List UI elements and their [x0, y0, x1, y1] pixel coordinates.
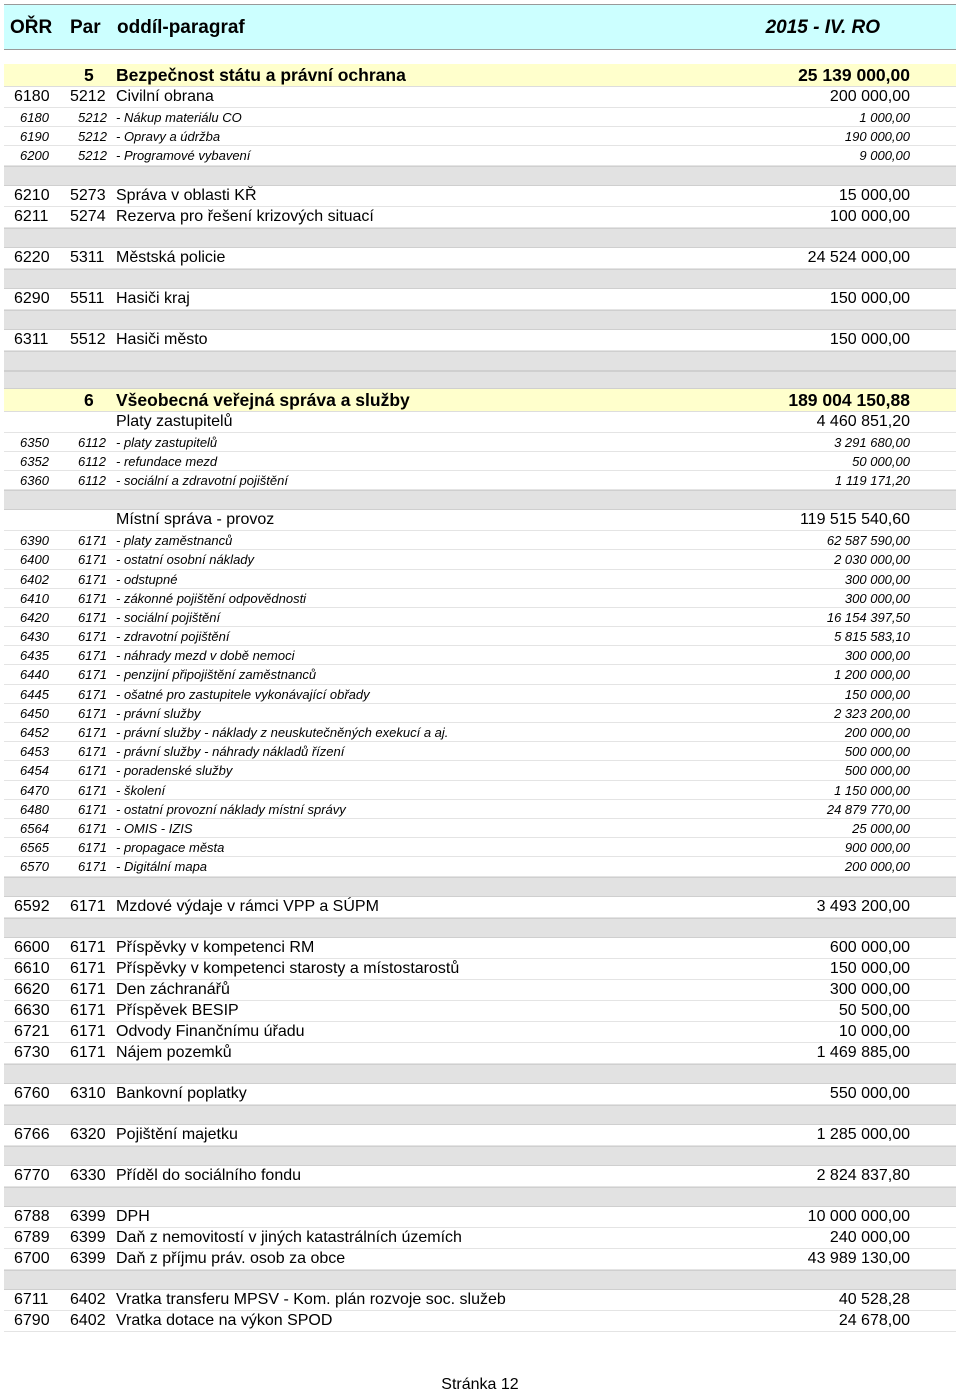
table-body	[4, 64, 956, 1332]
item-label: Civilní obrana	[116, 88, 214, 105]
amount: 100 000,00	[829, 207, 910, 225]
item-label: Nájem pozemků	[116, 1043, 232, 1061]
par-code: 6171	[70, 959, 106, 977]
detail-row	[4, 781, 956, 800]
detail-row	[4, 589, 956, 608]
header-oddil-paragraf: oddíl-paragraf	[117, 17, 245, 38]
par-code: 5212	[70, 88, 106, 105]
amount: 43 989 130,00	[807, 1249, 910, 1267]
table-row	[4, 980, 956, 1001]
item-label: Bankovní poplatky	[116, 1084, 247, 1102]
detail-row	[4, 761, 956, 780]
orr-code: 6352	[20, 453, 49, 469]
detail-row	[4, 550, 956, 569]
detail-row	[4, 819, 956, 838]
table-row	[4, 87, 956, 108]
amount: 1 000,00	[859, 110, 910, 125]
par-code: 6171	[78, 571, 107, 587]
amount: 119 515 540,60	[799, 511, 910, 529]
amount: 200 000,00	[844, 725, 910, 740]
item-label: - OMIS - IZIS	[116, 820, 193, 836]
amount: 1 150 000,00	[834, 782, 910, 798]
amount: 16 154 397,50	[826, 609, 910, 625]
amount: 300 000,00	[844, 648, 910, 664]
page-number: Stránka 12	[441, 1376, 519, 1393]
amount: 240 000,00	[829, 1228, 910, 1246]
table-header	[4, 4, 956, 50]
item-label: Městská policie	[116, 248, 226, 266]
par-code: 6171	[70, 938, 106, 956]
item-label: Hasiči město	[116, 330, 208, 348]
par-code: 6171	[78, 705, 107, 721]
par-code: 6171	[70, 1001, 106, 1019]
orr-code: 6210	[14, 186, 50, 204]
par-code: 6171	[78, 590, 107, 606]
amount: 900 000,00	[844, 840, 910, 856]
item-label: - ostatní provozní náklady místní správy	[116, 801, 346, 817]
orr-code: 6700	[14, 1249, 50, 1267]
par-code: 6171	[78, 744, 107, 760]
item-label: - poradenské služby	[116, 763, 233, 779]
detail-row	[4, 108, 956, 127]
item-label: - právní služby	[116, 705, 201, 721]
amount: 150 000,00	[844, 686, 910, 702]
spacer-row	[4, 166, 956, 186]
par-code: 6402	[70, 1311, 106, 1329]
par-code: 5512	[70, 330, 106, 348]
table-row	[4, 1084, 956, 1105]
spacer-row	[4, 918, 956, 938]
orr-code: 6350	[20, 434, 49, 450]
par-code: 6171	[78, 725, 107, 740]
amount: 300 000,00	[844, 571, 910, 587]
orr-code: 6290	[14, 289, 50, 307]
detail-row	[4, 433, 956, 452]
par-code: 5	[84, 65, 94, 85]
orr-code: 6766	[14, 1125, 50, 1143]
item-label: Den záchranářů	[116, 980, 230, 998]
detail-row	[4, 723, 956, 742]
orr-code: 6390	[20, 533, 49, 549]
par-code: 6171	[78, 629, 107, 645]
orr-code: 6790	[14, 1311, 50, 1329]
orr-code: 6360	[20, 472, 49, 488]
item-label: Příspěvek BESIP	[116, 1001, 239, 1019]
orr-code: 6760	[14, 1084, 50, 1102]
item-label: Odvody Finančnímu úřadu	[116, 1022, 305, 1040]
amount: 1 469 885,00	[816, 1043, 910, 1061]
table-row	[4, 289, 956, 310]
item-label: - Opravy a údržba	[116, 129, 221, 145]
orr-code: 6430	[20, 629, 49, 645]
amount: 9 000,00	[859, 148, 910, 164]
orr-code: 6211	[14, 207, 49, 225]
amount: 1 285 000,00	[816, 1125, 910, 1143]
orr-code: 6440	[20, 667, 49, 683]
orr-code: 6721	[14, 1022, 50, 1040]
par-code: 6402	[70, 1290, 106, 1308]
item-label: Platy zastupitelů	[116, 412, 233, 430]
orr-code: 6190	[20, 129, 49, 145]
item-label: - ostatní osobní náklady	[116, 552, 255, 568]
item-label: - platy zaměstnanců	[116, 533, 233, 549]
table-row	[4, 897, 956, 918]
item-label: - školení	[116, 782, 166, 798]
detail-row	[4, 646, 956, 665]
item-label: Vratka transferu MPSV - Kom. plán rozvoje soc. služeb	[116, 1290, 506, 1308]
orr-code: 6730	[14, 1043, 50, 1061]
amount: 1 119 171,20	[835, 472, 910, 488]
table-row	[4, 1166, 956, 1187]
par-code: 6330	[70, 1166, 106, 1184]
orr-code: 6200	[20, 148, 49, 164]
item-label: - náhrady mezd v době nemoci	[116, 648, 295, 664]
par-code: 5212	[78, 148, 107, 164]
amount: 10 000,00	[838, 1022, 910, 1040]
amount: 24 879 770,00	[826, 801, 910, 817]
par-code: 6171	[70, 897, 106, 915]
amount: 24 678,00	[838, 1311, 910, 1329]
item-label: Pojištění majetku	[116, 1125, 238, 1143]
orr-code: 6600	[14, 938, 50, 956]
par-code: 6171	[70, 1043, 106, 1061]
par-code: 6171	[78, 667, 107, 683]
par-code: 6399	[70, 1249, 106, 1267]
amount: 150 000,00	[829, 289, 910, 307]
amount: 600 000,00	[829, 938, 910, 956]
amount: 25 139 000,00	[798, 65, 910, 85]
orr-code: 6435	[20, 648, 49, 664]
amount: 500 000,00	[844, 763, 910, 779]
par-code: 6310	[70, 1084, 106, 1102]
par-code: 6399	[70, 1207, 106, 1225]
item-label: - Digitální mapa	[116, 859, 208, 875]
table-row	[4, 938, 956, 959]
item-label: Příděl do sociálního fondu	[116, 1166, 302, 1184]
amount: 2 030 000,00	[834, 552, 910, 568]
header-year: 2015 - IV. RO	[765, 17, 880, 38]
item-label: Rezerva pro řešení krizových situací	[116, 207, 374, 225]
par-code: 5212	[78, 129, 107, 145]
section-row	[4, 389, 956, 412]
orr-code: 6180	[14, 88, 50, 105]
table-row	[4, 207, 956, 228]
amount: 3 493 200,00	[816, 897, 910, 915]
detail-row	[4, 665, 956, 684]
table-row	[4, 248, 956, 269]
spacer-row	[4, 1270, 956, 1290]
item-label: Všeobecná veřejná správa a služby	[116, 389, 410, 410]
par-code: 5511	[70, 289, 105, 307]
section-row	[4, 64, 956, 87]
table-row	[4, 959, 956, 980]
amount: 50 500,00	[838, 1001, 910, 1019]
orr-code: 6450	[20, 705, 49, 721]
amount: 15 000,00	[838, 186, 910, 204]
spacer-row	[4, 1187, 956, 1207]
spacer-row	[4, 351, 956, 371]
detail-row	[4, 838, 956, 857]
orr-code: 6400	[20, 552, 49, 568]
spacer-row	[4, 228, 956, 248]
amount: 25 000,00	[852, 820, 910, 836]
item-label: - zdravotní pojištění	[116, 629, 230, 645]
item-label: Příspěvky v kompetenci RM	[116, 938, 315, 956]
table-row	[4, 1228, 956, 1249]
table-row	[4, 1001, 956, 1022]
orr-code: 6480	[20, 801, 49, 817]
par-code: 5273	[70, 186, 106, 204]
spacer-row	[4, 877, 956, 897]
item-label: - ošatné pro zastupitele vykonávající obřady	[116, 686, 370, 702]
orr-code: 6470	[20, 782, 49, 798]
par-code: 6171	[78, 840, 107, 856]
orr-code: 6610	[14, 959, 50, 977]
table-row	[4, 330, 956, 351]
par-code: 6171	[70, 980, 106, 998]
par-code: 5274	[70, 207, 106, 225]
orr-code: 6620	[14, 980, 50, 998]
orr-code: 6453	[20, 744, 49, 760]
amount: 150 000,00	[829, 959, 910, 977]
item-label: - propagace města	[116, 840, 225, 856]
item-label: Daň z nemovitostí v jiných katastrálních územích	[116, 1228, 462, 1246]
spacer-row	[4, 269, 956, 289]
spacer-row	[4, 310, 956, 330]
table-row	[4, 1311, 956, 1332]
table-row	[4, 1022, 956, 1043]
orr-code: 6420	[20, 609, 49, 625]
item-label: - refundace mezd	[116, 453, 218, 469]
detail-row	[4, 452, 956, 471]
table-row	[4, 412, 956, 433]
amount: 190 000,00	[844, 129, 910, 145]
item-label: - sociální pojištění	[116, 609, 221, 625]
detail-row	[4, 800, 956, 819]
item-label: - penzijní připojištění zaměstnanců	[116, 667, 317, 683]
orr-code: 6711	[14, 1290, 49, 1308]
amount: 189 004 150,88	[788, 389, 910, 410]
item-label: Hasiči kraj	[116, 289, 190, 307]
item-label: Vratka dotace na výkon SPOD	[116, 1311, 333, 1329]
spacer-row	[4, 490, 956, 510]
par-code: 6171	[78, 763, 107, 779]
item-label: - Nákup materiálu CO	[116, 110, 242, 125]
budget-sheet	[4, 4, 956, 1332]
item-label: - odstupné	[116, 571, 178, 587]
header-orr: OŘR	[10, 17, 53, 38]
orr-code: 6564	[20, 820, 49, 836]
orr-code: 6180	[20, 110, 49, 125]
detail-row	[4, 742, 956, 761]
par-code: 6171	[78, 782, 107, 798]
item-label: - Programové vybavení	[116, 148, 251, 164]
item-label: Mzdové výdaje v rámci VPP a SÚPM	[116, 897, 379, 915]
orr-code: 6770	[14, 1166, 50, 1184]
detail-row	[4, 146, 956, 165]
par-code: 6320	[70, 1125, 106, 1143]
par-code: 6171	[78, 609, 107, 625]
detail-row	[4, 608, 956, 627]
item-label: - sociální a zdravotní pojištění	[116, 472, 288, 488]
par-code: 6171	[70, 1022, 106, 1040]
item-label: Příspěvky v kompetenci starosty a místostarostů	[116, 959, 460, 977]
detail-row	[4, 531, 956, 550]
item-label: - právní služby - náklady z neuskutečněných exekucí a aj.	[116, 725, 449, 740]
amount: 1 200 000,00	[834, 667, 910, 683]
par-code: 6171	[78, 552, 107, 568]
par-code: 6171	[78, 820, 107, 836]
amount: 300 000,00	[844, 590, 910, 606]
header-par: Par	[70, 17, 101, 38]
item-label: - zákonné pojištění odpovědnosti	[116, 590, 307, 606]
orr-code: 6565	[20, 840, 49, 856]
amount: 5 815 583,10	[834, 629, 910, 645]
orr-code: 6454	[20, 763, 49, 779]
table-row	[4, 510, 956, 531]
detail-row	[4, 704, 956, 723]
amount: 3 291 680,00	[834, 434, 910, 450]
orr-code: 6452	[20, 725, 49, 740]
amount: 24 524 000,00	[807, 248, 910, 266]
detail-row	[4, 857, 956, 876]
spacer-row	[4, 1105, 956, 1125]
orr-code: 6410	[20, 590, 49, 606]
item-label: - právní služby - náhrady nákladů řízení	[116, 744, 345, 760]
orr-code: 6788	[14, 1207, 50, 1225]
par-code: 6171	[78, 533, 107, 549]
item-label: Bezpečnost státu a právní ochrana	[116, 65, 406, 85]
table-row	[4, 1207, 956, 1228]
item-label: Daň z příjmu práv. osob za obce	[116, 1249, 346, 1267]
detail-row	[4, 685, 956, 704]
detail-row	[4, 627, 956, 646]
spacer-row	[4, 1146, 956, 1166]
spacer-row	[4, 371, 956, 389]
par-code: 6	[84, 389, 94, 410]
orr-code: 6570	[20, 859, 49, 875]
table-row	[4, 186, 956, 207]
amount: 500 000,00	[844, 744, 910, 760]
amount: 40 528,28	[838, 1290, 910, 1308]
detail-row	[4, 471, 956, 490]
table-row	[4, 1249, 956, 1270]
par-code: 6112	[78, 434, 106, 450]
orr-code: 6402	[20, 571, 49, 587]
table-row	[4, 1290, 956, 1311]
orr-code: 6445	[20, 686, 49, 702]
par-code: 6112	[78, 453, 106, 469]
item-label: - platy zastupitelů	[116, 434, 218, 450]
amount: 200 000,00	[844, 859, 910, 875]
header-spacer	[4, 50, 956, 64]
item-label: Místní správa - provoz	[116, 511, 275, 529]
par-code: 5212	[78, 110, 107, 125]
amount: 150 000,00	[829, 330, 910, 348]
amount: 2 323 200,00	[834, 705, 910, 721]
amount: 4 460 851,20	[816, 412, 910, 430]
orr-code: 6592	[14, 897, 50, 915]
par-code: 6171	[78, 686, 107, 702]
amount: 10 000 000,00	[807, 1207, 910, 1225]
detail-row	[4, 570, 956, 589]
par-code: 6399	[70, 1228, 106, 1246]
par-code: 5311	[70, 248, 105, 266]
orr-code: 6220	[14, 248, 50, 266]
amount: 62 587 590,00	[826, 533, 910, 549]
orr-code: 6789	[14, 1228, 50, 1246]
amount: 200 000,00	[829, 88, 910, 105]
table-row	[4, 1125, 956, 1146]
par-code: 6171	[78, 648, 107, 664]
item-label: DPH	[116, 1207, 150, 1225]
amount: 50 000,00	[852, 453, 910, 469]
amount: 2 824 837,80	[816, 1166, 910, 1184]
item-label: Správa v oblasti KŘ	[116, 186, 257, 204]
par-code: 6171	[78, 801, 107, 817]
amount: 300 000,00	[829, 980, 910, 998]
table-row	[4, 1043, 956, 1064]
orr-code: 6630	[14, 1001, 50, 1019]
orr-code: 6311	[14, 330, 49, 348]
spacer-row	[4, 1064, 956, 1084]
par-code: 6112	[78, 472, 106, 488]
par-code: 6171	[78, 859, 107, 875]
amount: 550 000,00	[829, 1084, 910, 1102]
detail-row	[4, 127, 956, 146]
